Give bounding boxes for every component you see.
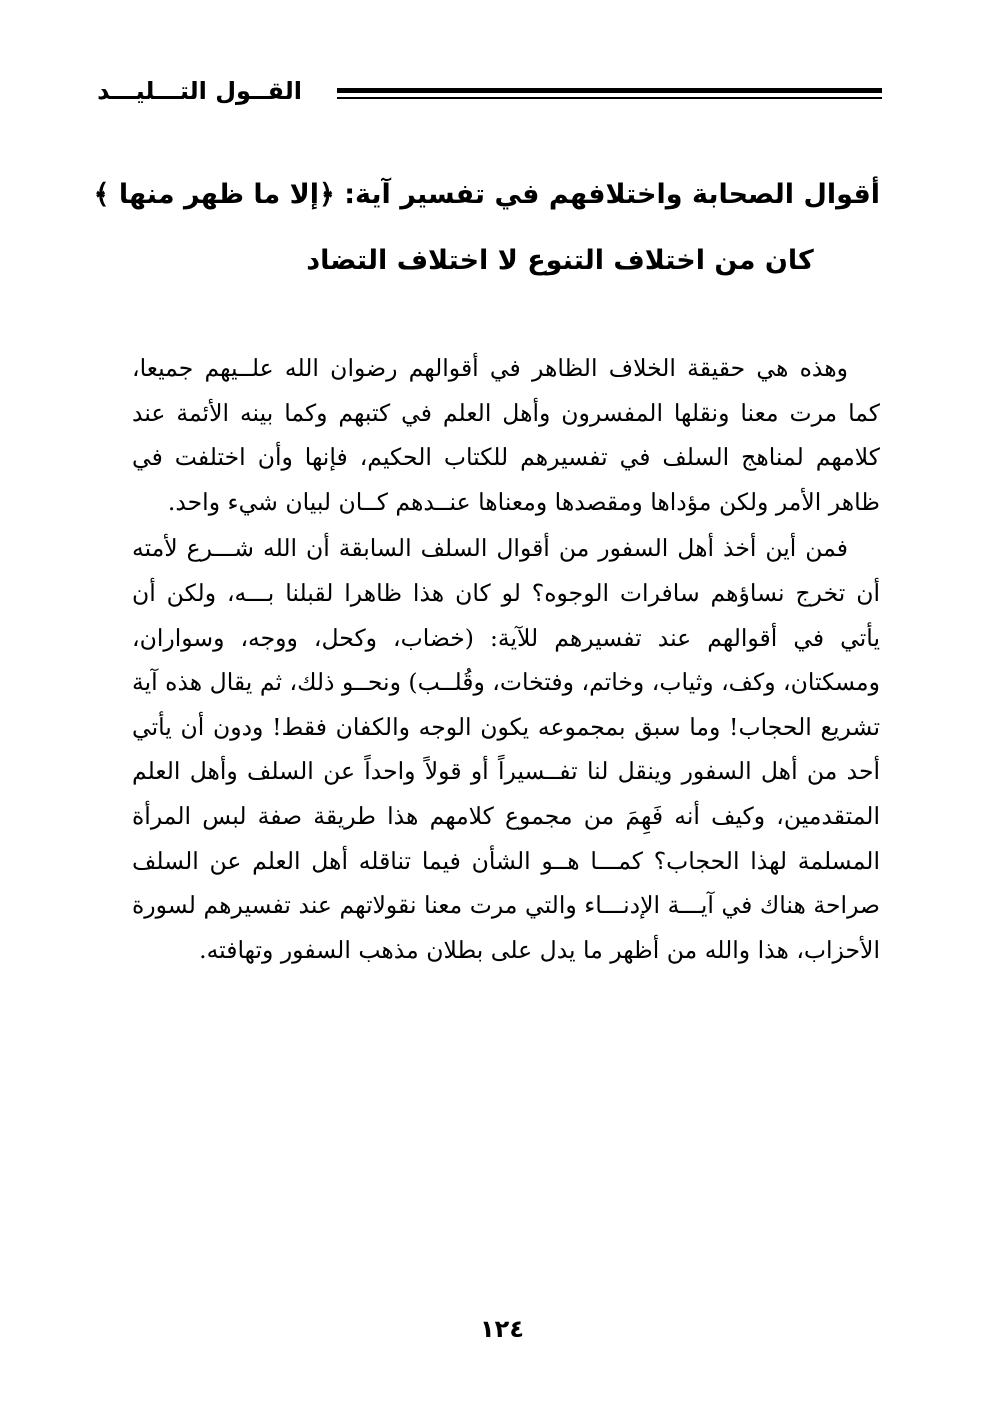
section-heading-line-1: أقوال الصحابة واختلافهم في تفسير آية: ﴿إلا ما ظهر منها ﴾ bbox=[93, 179, 880, 210]
page-number: ١٢٤ bbox=[480, 1315, 524, 1343]
paragraph-2: فمن أين أخذ أهل السفور من أقوال السلف السابقة أن الله شـــرع لأمته أن تخرج نساؤهم سافرات الوجوه؟ لو كان هذا ظاهرا لقبلنا بـــه، ولكن أن يأتي في أقوالهم عند تفسيرهم للآية: (خضاب، وكحل، ووجه، وسواران، ومسكتان، وكف، وثياب، وخاتم، وفتخات، وقُلــب) ونحــو ذلك، ثم يقال هذه آية تشريع الحجاب! وما سبق بمجموعه يكون الوجه والكفان فقط! ودون أن يأتي أحد من أهل السفور وينقل لنا تفــسيراً أو قولاً واحداً عن السلف وأهل العلم المتقدمين، وكيف أنه فَهِمَ من مجموع كلامهم هذا طريقة صفة لبس المرأة المسلمة لهذا الحجاب؟ كمـــا هــو الشأن فيما تناقله أهل العلم عن السلف صراحة هناك في آيـــة الإدنـــاء والتي مرت معنا نقولاتهم عند تفسيرهم لسورة الأحزاب، هذا والله من أظهر ما يدل على بطلان مذهب السفور وتهافته. bbox=[132, 534, 880, 964]
paragraph-1: وهذه هي حقيقة الخلاف الظاهر في أقوالهم رضوان الله علــيهم جميعا، كما مرت معنا ونقلها المفسرون وأهل العلم في كتبهم وكما بينه الأئمة عند كلامهم لمناهج السلف في تفسيرهم للكتاب الحكيم، فإنها وأن اختلفت في ظاهر الأمر ولكن مؤداها ومقصدها ومعناها عنــدهم كــان لبيان شيء واحد. bbox=[132, 354, 880, 516]
header-rule-thick bbox=[337, 88, 882, 93]
section-heading-line-2: كان من اختلاف التنوع لا اختلاف التضاد bbox=[306, 245, 814, 276]
body-text bbox=[132, 346, 880, 972]
section-heading bbox=[93, 162, 880, 294]
running-header bbox=[97, 72, 882, 112]
running-title: القــول التـــليـــد bbox=[97, 77, 302, 105]
header-rule-thin bbox=[337, 97, 882, 99]
